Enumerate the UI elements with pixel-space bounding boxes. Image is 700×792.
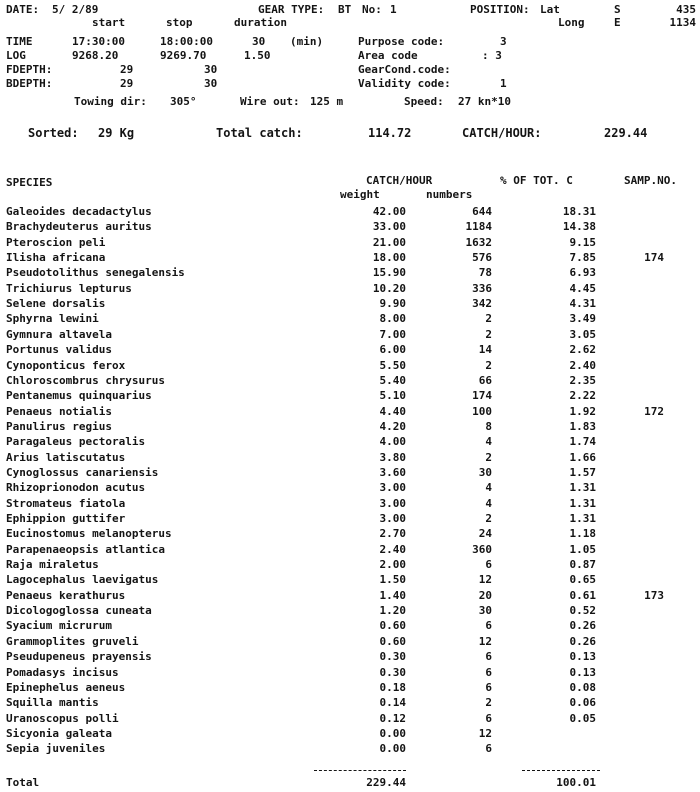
purpose-code-label: Purpose code: [358,35,445,48]
numbers-column-header: numbers [426,188,473,201]
percent-of-total: 1.57 [569,466,596,479]
species-name: Trichiurus lepturus [6,282,132,295]
percent-of-total: 6.93 [569,266,596,279]
lat-hemisphere: S [614,3,621,16]
species-name: Stromateus fiatola [6,497,126,510]
species-name: Cynoglossus canariensis [6,466,159,479]
species-name: Sepia juveniles [6,742,106,755]
towing-dir-label: Towing dir: [74,95,147,108]
catch-weight: 10.20 [372,282,406,295]
total-weight: 229.44 [366,776,406,789]
percent-of-total: 0.65 [569,573,596,586]
catch-numbers: 30 [478,466,492,479]
catch-numbers: 24 [478,527,492,540]
percent-of-total: 1.05 [569,543,596,556]
species-name: Syacium micrurum [6,619,112,632]
catch-numbers: 6 [485,742,492,755]
time-duration: 30 [252,35,266,48]
percent-of-total: 0.87 [569,558,596,571]
species-name: Dicologoglossa cuneata [6,604,152,617]
sample-number: 173 [644,589,664,602]
percent-of-total: 2.40 [569,359,596,372]
date-label: DATE: [6,3,40,16]
species-name: Sicyonia galeata [6,727,112,740]
fdepth-label: FDEPTH: [6,63,53,76]
species-name: Rhizoprionodon acutus [6,481,146,494]
percent-of-total: 1.31 [569,497,596,510]
log-stop: 9269.70 [160,49,207,62]
percent-of-total: 1.74 [569,435,596,448]
percent-of-total: 2.35 [569,374,596,387]
catch-numbers: 1184 [465,220,492,233]
percent-total-rule [522,770,600,771]
time-start: 17:30:00 [72,35,125,48]
catch-numbers: 78 [478,266,492,279]
catch-weight: 0.00 [379,727,406,740]
log-label: LOG [6,49,26,62]
weight-column-header: weight [340,188,380,201]
sorted-label: Sorted: [28,126,79,140]
species-name: Pomadasys incisus [6,666,119,679]
sample-number: 174 [644,251,664,264]
percent-of-total: 1.83 [569,420,596,433]
catch-weight: 4.20 [379,420,406,433]
gearcond-code-label: GearCond.code: [358,63,451,76]
catch-numbers: 6 [485,558,492,571]
gear-type-label: GEAR TYPE: [258,3,325,16]
log-duration: 1.50 [244,49,271,62]
catch-numbers: 336 [472,282,492,295]
species-name: Pseudupeneus prayensis [6,650,152,663]
percent-of-total: 3.49 [569,312,596,325]
catch-numbers: 8 [485,420,492,433]
col-stop-label: stop [166,16,193,29]
gear-type-value: BT [338,3,352,16]
percent-of-total: 3.05 [569,328,596,341]
catch-numbers: 6 [485,650,492,663]
catch-numbers: 12 [478,635,492,648]
lat-value: 435 [676,3,696,16]
percent-of-total: 18.31 [562,205,596,218]
catch-weight: 0.00 [379,742,406,755]
species-name: Epinephelus aeneus [6,681,126,694]
percent-of-total: 0.13 [569,666,596,679]
percent-of-total: 4.45 [569,282,596,295]
station-no-value: 1 [390,3,397,16]
catch-weight: 3.00 [379,497,406,510]
percent-of-total: 4.31 [569,297,596,310]
catch-numbers: 4 [485,481,492,494]
species-name: Paragaleus pectoralis [6,435,146,448]
species-name: Squilla mantis [6,696,99,709]
species-name: Eucinostomus melanopterus [6,527,172,540]
percent-of-total: 0.26 [569,635,596,648]
catch-numbers: 2 [485,359,492,372]
species-column-header: SPECIES [6,176,53,189]
catch-per-hour-label: CATCH/HOUR: [462,126,542,140]
catch-numbers: 2 [485,312,492,325]
percent-of-total: 1.92 [569,405,596,418]
percent-of-total: 2.22 [569,389,596,402]
species-name: Brachydeuterus auritus [6,220,152,233]
catch-numbers: 2 [485,451,492,464]
catch-weight: 2.70 [379,527,406,540]
purpose-code-value: 3 [500,35,507,48]
total-percent: 100.01 [556,776,596,789]
catch-weight: 0.30 [379,650,406,663]
position-label: POSITION: [470,3,530,16]
species-name: Pseudotolithus senegalensis [6,266,185,279]
catch-numbers: 644 [472,205,492,218]
percent-of-total: 0.13 [569,650,596,663]
species-name: Ilisha africana [6,251,106,264]
catch-numbers: 2 [485,328,492,341]
percent-of-total: 0.06 [569,696,596,709]
species-name: Cynoponticus ferox [6,359,126,372]
validity-code-value: 1 [500,77,507,90]
catch-numbers: 1632 [465,236,492,249]
catch-numbers: 4 [485,497,492,510]
percent-of-total: 1.18 [569,527,596,540]
catch-weight: 3.80 [379,451,406,464]
catch-weight: 0.60 [379,635,406,648]
catch-weight: 1.40 [379,589,406,602]
percent-of-total: 0.05 [569,712,596,725]
validity-code-label: Validity code: [358,77,451,90]
catch-numbers: 342 [472,297,492,310]
sample-no-column-header: SAMP.NO. [624,174,677,187]
species-name: Gymnura altavela [6,328,112,341]
catch-weight: 5.40 [379,374,406,387]
species-name: Parapenaeopsis atlantica [6,543,165,556]
percent-of-total: 0.52 [569,604,596,617]
long-hemisphere: E [614,16,621,29]
catch-numbers: 2 [485,512,492,525]
species-name: Arius latiscutatus [6,451,126,464]
catch-weight: 5.10 [379,389,406,402]
long-label: Long [558,16,585,29]
col-duration-label: duration [234,16,287,29]
percent-of-total: 2.62 [569,343,596,356]
area-code-label: Area code [358,49,418,62]
percent-of-total: 1.31 [569,512,596,525]
bdepth-stop: 30 [204,77,218,90]
catch-numbers: 14 [478,343,492,356]
speed-label: Speed: [404,95,444,108]
catch-numbers: 6 [485,712,492,725]
catch-per-hour-value: 229.44 [604,126,648,140]
wire-out-label: Wire out: [240,95,300,108]
catch-numbers: 6 [485,619,492,632]
long-value: 1134 [669,16,696,29]
fdepth-stop: 30 [204,63,218,76]
catch-weight: 2.40 [379,543,406,556]
catch-weight: 2.00 [379,558,406,571]
species-name: Portunus validus [6,343,112,356]
species-name: Galeoides decadactylus [6,205,152,218]
catch-numbers: 12 [478,573,492,586]
time-label: TIME [6,35,33,48]
catch-numbers: 66 [478,374,492,387]
catch-weight: 3.00 [379,512,406,525]
catch-numbers: 4 [485,435,492,448]
catch-per-hour-column-header: CATCH/HOUR [366,174,433,187]
percent-of-total: 1.31 [569,481,596,494]
species-name: Raja miraletus [6,558,99,571]
catch-weight: 18.00 [372,251,406,264]
towing-dir-value: 305° [170,95,197,108]
catch-weight: 0.12 [379,712,406,725]
catch-numbers: 174 [472,389,492,402]
percent-of-total: 1.66 [569,451,596,464]
speed-value: 27 kn*10 [458,95,511,108]
species-name: Ephippion guttifer [6,512,126,525]
species-name: Penaeus notialis [6,405,112,418]
catch-weight: 33.00 [372,220,406,233]
station-no-label: No: [362,3,382,16]
catch-weight: 42.00 [372,205,406,218]
species-name: Lagocephalus laevigatus [6,573,159,586]
catch-numbers: 576 [472,251,492,264]
catch-weight: 0.60 [379,619,406,632]
total-catch-value: 114.72 [368,126,412,140]
species-name: Selene dorsalis [6,297,106,310]
catch-weight: 3.00 [379,481,406,494]
catch-weight: 0.30 [379,666,406,679]
catch-numbers: 6 [485,681,492,694]
catch-numbers: 6 [485,666,492,679]
time-stop: 18:00:00 [160,35,213,48]
wire-out-value: 125 m [310,95,344,108]
percent-of-total: 0.26 [569,619,596,632]
weight-total-rule [314,770,406,771]
date-value: 5/ 2/89 [52,3,99,16]
catch-weight: 4.40 [379,405,406,418]
species-name: Penaeus kerathurus [6,589,126,602]
time-unit: (min) [290,35,324,48]
catch-weight: 0.14 [379,696,406,709]
catch-weight: 0.18 [379,681,406,694]
catch-numbers: 100 [472,405,492,418]
species-name: Uranoscopus polli [6,712,119,725]
total-catch-label: Total catch: [216,126,303,140]
catch-weight: 1.20 [379,604,406,617]
catch-numbers: 20 [478,589,492,602]
percent-of-total: 0.61 [569,589,596,602]
catch-numbers: 360 [472,543,492,556]
species-name: Sphyrna lewini [6,312,99,325]
species-name: Pentanemus quinquarius [6,389,152,402]
catch-weight: 7.00 [379,328,406,341]
catch-numbers: 2 [485,696,492,709]
catch-weight: 6.00 [379,343,406,356]
catch-weight: 4.00 [379,435,406,448]
catch-weight: 9.90 [379,297,406,310]
lat-label: Lat [540,3,560,16]
species-name: Grammoplites gruveli [6,635,139,648]
bdepth-label: BDEPTH: [6,77,53,90]
sorted-value: 29 Kg [98,126,135,140]
bdepth-start: 29 [120,77,134,90]
catch-weight: 5.50 [379,359,406,372]
catch-numbers: 12 [478,727,492,740]
species-name: Chloroscombrus chrysurus [6,374,165,387]
catch-weight: 15.90 [372,266,406,279]
percent-of-total: 7.85 [569,251,596,264]
catch-weight: 21.00 [372,236,406,249]
total-row-label: Total [6,776,40,789]
percent-of-total: 0.08 [569,681,596,694]
catch-weight: 8.00 [379,312,406,325]
percent-of-total: 9.15 [569,236,596,249]
percent-total-column-header: % OF TOT. C [500,174,573,187]
species-name: Pteroscion peli [6,236,106,249]
col-start-label: start [92,16,126,29]
catch-weight: 3.60 [379,466,406,479]
log-start: 9268.20 [72,49,119,62]
percent-of-total: 14.38 [562,220,596,233]
sample-number: 172 [644,405,664,418]
catch-weight: 1.50 [379,573,406,586]
species-name: Panulirus regius [6,420,112,433]
area-code-value: : 3 [482,49,502,62]
catch-numbers: 30 [478,604,492,617]
fdepth-start: 29 [120,63,134,76]
